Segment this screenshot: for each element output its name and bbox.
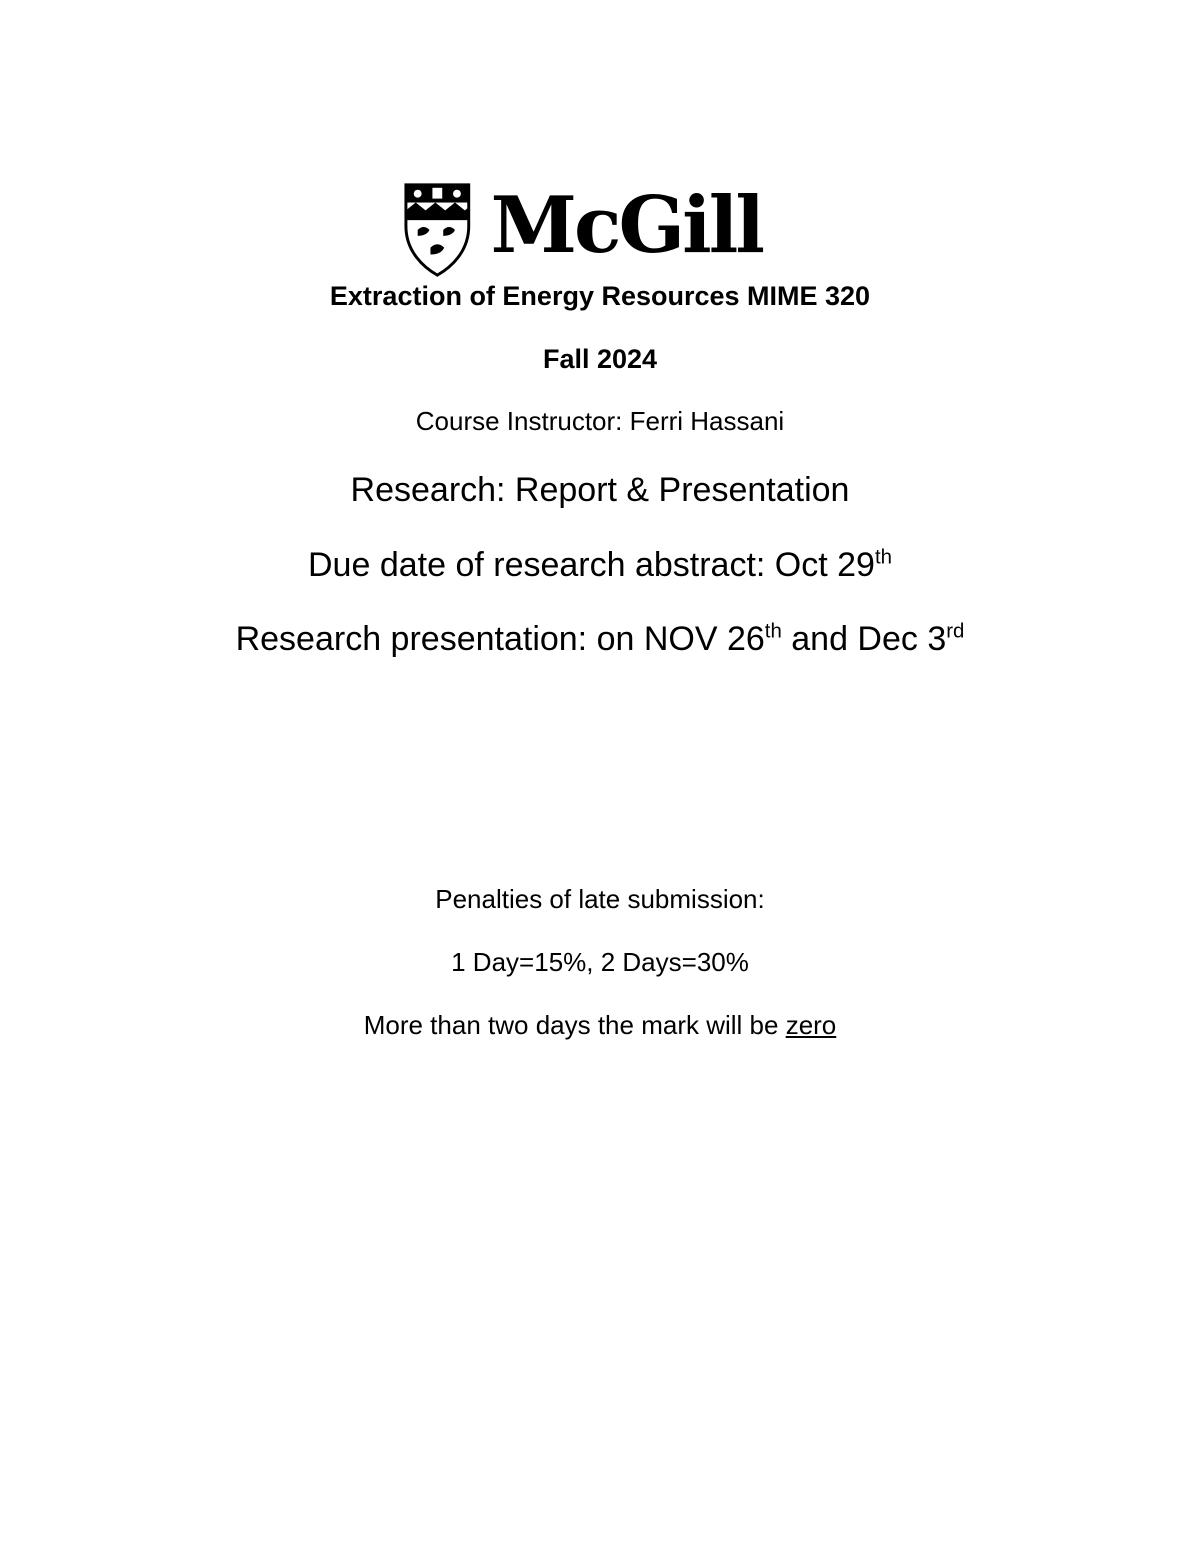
penalties-rule-text: More than two days the mark will be [363, 1010, 786, 1040]
abstract-due-text: Due date of research abstract: Oct 29 [308, 546, 875, 584]
penalties-rule-emphasis: zero [785, 1010, 837, 1040]
penalties-heading: Penalties of late submission: [435, 884, 765, 914]
presentation-text-2: and Dec 3 [781, 620, 947, 658]
mcgill-wordmark: McGill [490, 180, 762, 271]
mcgill-crest-icon [402, 180, 473, 280]
presentation-ordinal-2: rd [946, 620, 965, 643]
abstract-due-date [0, 545, 1200, 586]
presentation-ordinal-1: th [764, 620, 782, 643]
presentation-dates [0, 619, 1200, 660]
penalties-rule [0, 1010, 1200, 1041]
penalties-rates: 1 Day=15%, 2 Days=30% [451, 947, 749, 977]
mcgill-logo [402, 180, 762, 280]
course-instructor: Course Instructor: Ferri Hassani [415, 406, 785, 436]
abstract-due-ordinal: th [874, 546, 892, 569]
course-term: Fall 2024 [542, 344, 658, 374]
course-title: Extraction of Energy Resources MIME 320 [329, 281, 871, 311]
presentation-text-1: Research presentation: on NOV 26 [235, 620, 765, 658]
assignment-title: Research: Report & Presentation [350, 471, 850, 509]
